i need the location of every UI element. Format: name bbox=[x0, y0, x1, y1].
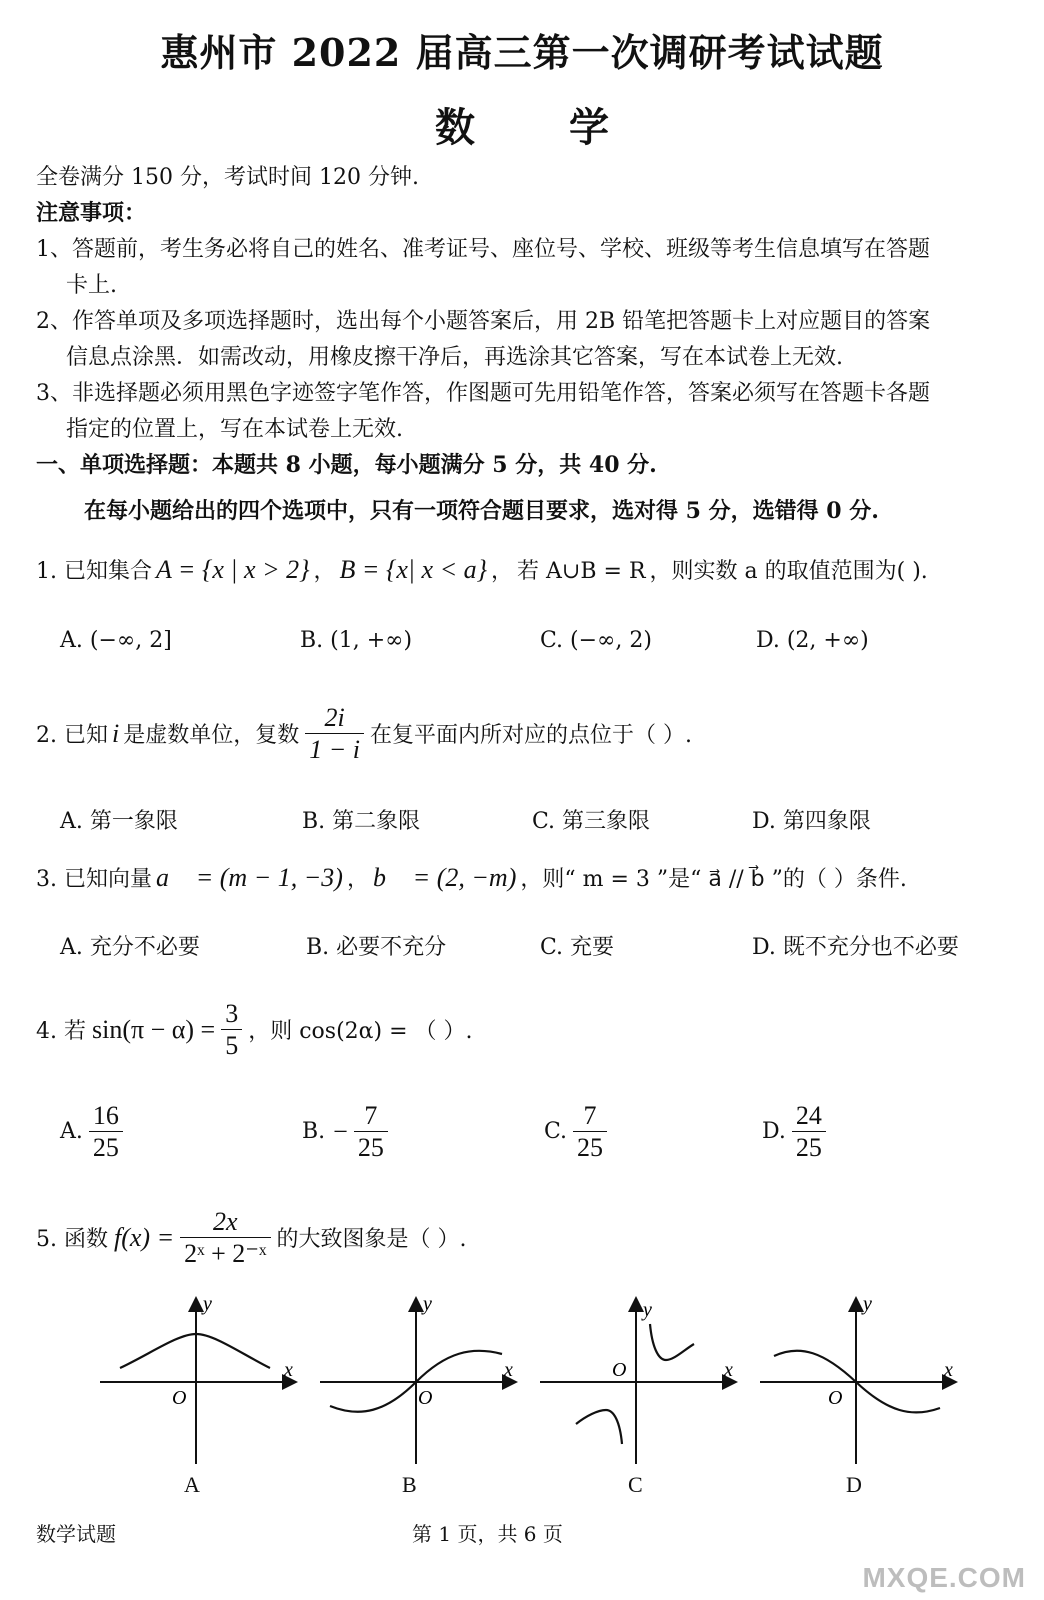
graph-b-x-label: x bbox=[504, 1359, 513, 1381]
q4-option-c-letter: C. bbox=[544, 1119, 568, 1145]
q5-denominator: 2ˣ + 2⁻ˣ bbox=[180, 1237, 270, 1269]
q4-option-a-den: 25 bbox=[89, 1131, 123, 1163]
q4-option-c-den: 25 bbox=[573, 1131, 607, 1163]
q3-option-a[interactable]: A. 充分不必要 bbox=[60, 935, 200, 960]
subject-title: 数 学 bbox=[435, 104, 649, 151]
graph-c-y-label: y bbox=[643, 1299, 652, 1321]
q5-suffix: 的大致图象是（ ）. bbox=[276, 1227, 467, 1253]
q2-option-b[interactable]: B. 第二象限 bbox=[302, 809, 421, 834]
q3-vector-b: b⃗ = (2, −m) bbox=[372, 862, 517, 892]
q1-ask: 则实数 a 的取值范围为( ). bbox=[671, 559, 928, 584]
q4-fraction bbox=[221, 998, 242, 1061]
graph-a-y-label: y bbox=[203, 1296, 212, 1315]
q1-set-a: A = {x | x > 2} bbox=[155, 554, 310, 584]
section-heading: 一、单项选择题：本题共 8 小题，每小题满分 5 分，共 40 分. bbox=[36, 452, 657, 478]
graph-c-label: C bbox=[628, 1472, 643, 1497]
section-instruction: 在每小题给出的四个选项中，只有一项符合题目要求，选对得 5 分，选错得 0 分. bbox=[84, 498, 879, 524]
q3-option-b[interactable]: B. 必要不充分 bbox=[306, 935, 447, 960]
graph-c-curve-left bbox=[576, 1410, 622, 1444]
q1-option-b[interactable]: B. (1, +∞) bbox=[300, 628, 413, 653]
q4-denominator: 5 bbox=[221, 1029, 242, 1061]
q1-condition: 若 A∪B = R bbox=[517, 559, 646, 584]
graph-a-origin: O bbox=[172, 1387, 187, 1409]
q4-option-a-letter: A. bbox=[60, 1119, 83, 1145]
graph-b-y-label: y bbox=[423, 1296, 432, 1315]
q4-option-d-fraction bbox=[792, 1100, 826, 1163]
q3-suffix: ，则“ m = 3 ”是“ a⃗ // b⃗ ”的（ ）条件. bbox=[520, 867, 907, 892]
q4-option-b-den: 25 bbox=[354, 1131, 388, 1163]
footer-page-number: 第 1 页，共 6 页 bbox=[412, 1522, 563, 1546]
q5-graph-a[interactable] bbox=[100, 1296, 300, 1466]
graph-b-label: B bbox=[402, 1472, 417, 1497]
q1-option-d[interactable]: D. (2, +∞) bbox=[756, 628, 869, 653]
q2-option-a[interactable]: A. 第一象限 bbox=[60, 809, 178, 834]
q3-option-d[interactable]: D. 既不充分也不必要 bbox=[752, 935, 959, 960]
q3-vector-a: a⃗ = (m − 1, −3) bbox=[155, 862, 343, 892]
q4-option-c-num: 7 bbox=[583, 1101, 597, 1130]
exam-title: 惠州市 2022 届高三第一次调研考试试题 bbox=[160, 30, 884, 75]
question-1: 1. 已知集合 A = {x | x > 2} ， B = {x| x < a} ， 若 A∪B = R ， 则实数 a 的取值范围为( ). bbox=[36, 554, 928, 584]
q4-option-b-fraction bbox=[354, 1100, 388, 1163]
q2-fraction bbox=[305, 702, 364, 765]
note-3-line1: 3、非选择题必须用黑色字迹签字笔作答，作图题可先用铅笔作答，答案必须写在答题卡各题 bbox=[36, 381, 931, 406]
q4-option-b-num: 7 bbox=[364, 1101, 378, 1130]
q2-denominator: 1 − i bbox=[305, 733, 364, 765]
q4-option-b-sign: − bbox=[333, 1116, 348, 1146]
note-1-line1: 1、答题前，考生务必将自己的姓名、准考证号、座位号、学校、班级等考生信息填写在答题 bbox=[36, 237, 931, 262]
q5-lhs: f(x) = bbox=[113, 1222, 175, 1252]
question-2 bbox=[36, 702, 692, 765]
q2-i: i bbox=[111, 718, 120, 748]
q4-option-b[interactable] bbox=[302, 1100, 394, 1163]
q4-option-d-den: 25 bbox=[792, 1131, 826, 1163]
q2-suffix: 在复平面内所对应的点位于（ ）. bbox=[370, 723, 693, 749]
q1-set-b: B = {x| x < a} bbox=[339, 554, 488, 584]
q4-option-b-letter: B. bbox=[302, 1119, 326, 1145]
graph-a-x-label: x bbox=[284, 1359, 293, 1381]
graph-b-origin: O bbox=[418, 1387, 433, 1409]
q5-fraction bbox=[180, 1206, 270, 1269]
graph-d-x-label: x bbox=[944, 1359, 953, 1381]
question-4 bbox=[36, 998, 473, 1061]
q3-prefix: 3. 已知向量 bbox=[36, 867, 152, 892]
note-3-line2: 指定的位置上，写在本试卷上无效. bbox=[66, 417, 403, 442]
q4-option-a-fraction bbox=[89, 1100, 123, 1163]
question-5 bbox=[36, 1206, 467, 1269]
q4-prefix: 4. 若 bbox=[36, 1019, 86, 1045]
q1-prefix: 1. 已知集合 bbox=[36, 559, 152, 584]
q4-numerator: 3 bbox=[225, 999, 239, 1028]
graph-a-label: A bbox=[184, 1472, 200, 1497]
notice-title: 注意事项： bbox=[36, 200, 147, 226]
graph-d-label: D bbox=[846, 1472, 862, 1497]
q4-option-c[interactable] bbox=[544, 1100, 613, 1163]
q4-option-d[interactable] bbox=[762, 1100, 832, 1163]
q4-option-d-num: 24 bbox=[795, 1101, 822, 1130]
q5-graph-b[interactable] bbox=[320, 1296, 520, 1466]
graph-d-y-label: y bbox=[863, 1296, 872, 1315]
q4-option-a-num: 16 bbox=[92, 1101, 119, 1130]
graph-c-x-label: x bbox=[724, 1359, 733, 1381]
q5-numerator: 2x bbox=[213, 1207, 238, 1236]
q2-option-c[interactable]: C. 第三象限 bbox=[532, 809, 651, 834]
q5-graph-c[interactable] bbox=[540, 1296, 740, 1466]
q4-suffix: ，则 cos(2α) = （ ）. bbox=[248, 1019, 473, 1045]
q4-option-a[interactable] bbox=[60, 1100, 129, 1163]
watermark: MXQE.COM bbox=[862, 1562, 1026, 1593]
graph-c-origin: O bbox=[612, 1359, 627, 1381]
q2-option-d[interactable]: D. 第四象限 bbox=[752, 809, 871, 834]
q4-lhs: sin(π − α) = bbox=[91, 1014, 216, 1044]
q4-option-c-fraction bbox=[573, 1100, 607, 1163]
question-3: 3. 已知向量 a⃗ = (m − 1, −3) ， b⃗ = (2, −m) ，则“ m = 3 ”是“ a⃗ // b⃗ ”的（ ）条件. bbox=[36, 862, 907, 892]
note-1-line2: 卡上. bbox=[66, 273, 117, 298]
q5-graph-d[interactable] bbox=[760, 1296, 960, 1466]
q2-mid: 是虚数单位，复数 bbox=[123, 723, 300, 749]
q1-option-a[interactable]: A. (−∞, 2] bbox=[60, 628, 172, 653]
graph-d-origin: O bbox=[828, 1387, 843, 1409]
score-time-line: 全卷满分 150 分，考试时间 120 分钟. bbox=[36, 165, 419, 190]
q5-prefix: 5. 函数 bbox=[36, 1227, 108, 1253]
q2-numerator: 2i bbox=[324, 703, 345, 732]
q2-prefix: 2. 已知 bbox=[36, 723, 108, 749]
note-2-line2: 信息点涂黑．如需改动，用橡皮擦干净后，再选涂其它答案，写在本试卷上无效. bbox=[66, 345, 843, 370]
note-2-line1: 2、作答单项及多项选择题时，选出每个小题答案后，用 2B 铅笔把答题卡上对应题目的答案 bbox=[36, 309, 931, 334]
footer-subject: 数学试题 bbox=[36, 1522, 116, 1546]
q1-option-c[interactable]: C. (−∞, 2) bbox=[540, 628, 652, 653]
q4-option-d-letter: D. bbox=[762, 1119, 786, 1145]
graph-c-curve-right bbox=[650, 1324, 694, 1360]
q3-option-c[interactable]: C. 充要 bbox=[540, 935, 615, 960]
